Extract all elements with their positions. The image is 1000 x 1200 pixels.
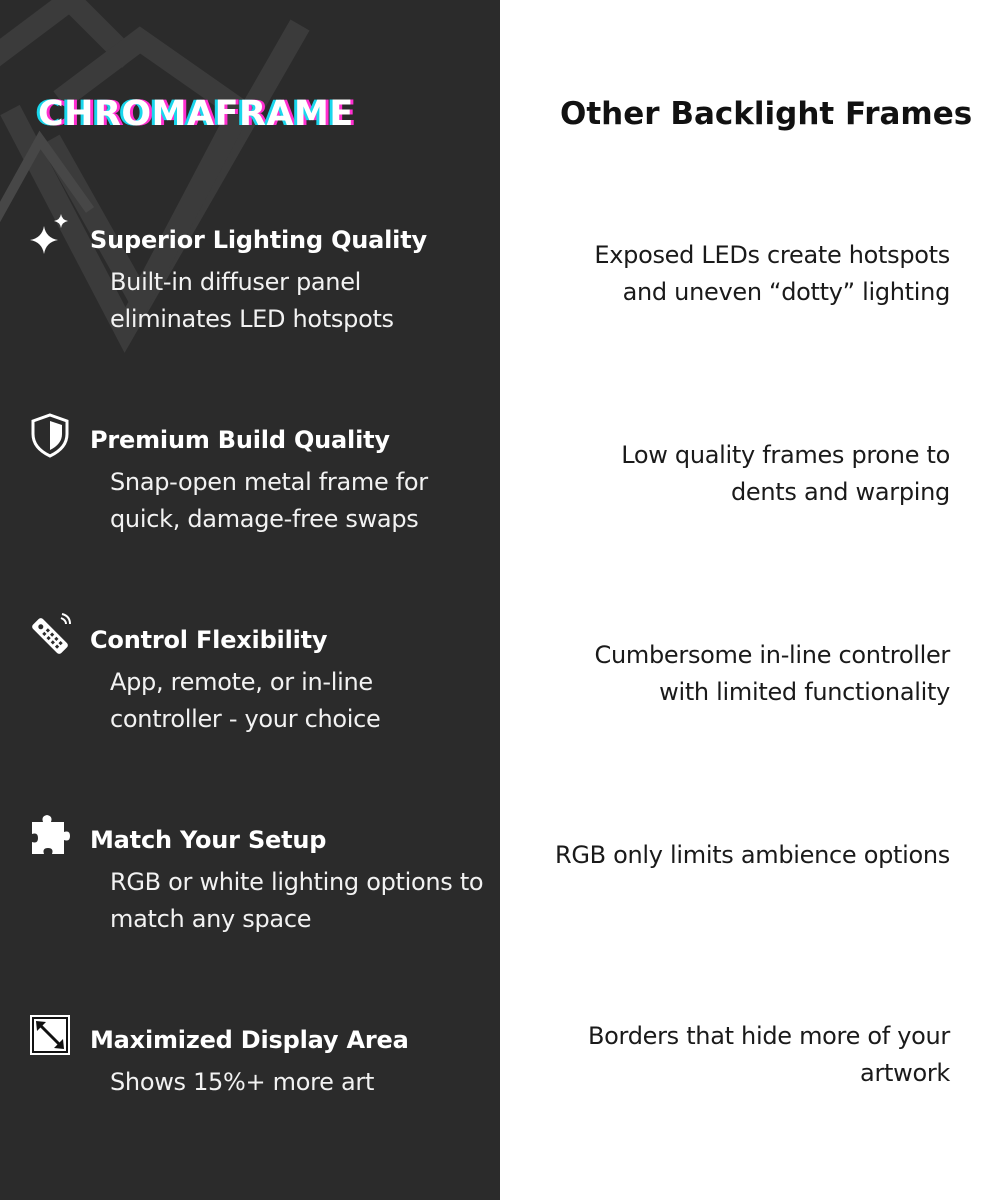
- feature-title: Superior Lighting Quality: [90, 226, 427, 254]
- feature-title: Control Flexibility: [90, 626, 328, 654]
- competitor-point-control: Cumbersome in-line controller with limited functionality: [594, 641, 950, 706]
- feature-title: Premium Build Quality: [90, 426, 390, 454]
- feature-description: App, remote, or in-line controller - your choice: [110, 668, 381, 733]
- feature-title: Maximized Display Area: [90, 1026, 409, 1054]
- competitor-point-borders: Borders that hide more of your artwork: [588, 1022, 950, 1087]
- expand-arrows-icon: [28, 1012, 72, 1058]
- competitor-point-lighting: Exposed LEDs create hotspots and uneven “dotty” lighting: [594, 241, 950, 306]
- shield-icon: [28, 412, 72, 458]
- brand-wordmark: CHROMAFRAME: [38, 94, 354, 134]
- remote-control-icon: [28, 612, 72, 658]
- competitor-point-build: Low quality frames prone to dents and warping: [621, 441, 950, 506]
- feature-description: Shows 15%+ more art: [110, 1068, 375, 1096]
- feature-title: Match Your Setup: [90, 826, 327, 854]
- feature-description: Built-in diffuser panel eliminates LED hotspots: [110, 268, 394, 333]
- feature-description: RGB or white lighting options to match any space: [110, 868, 484, 933]
- competitor-heading: Other Backlight Frames: [560, 96, 973, 132]
- feature-description: Snap-open metal frame for quick, damage-free swaps: [110, 468, 428, 533]
- competitor-point-options: RGB only limits ambience options: [554, 841, 950, 869]
- puzzle-piece-icon: [28, 812, 72, 858]
- sparkle-icon: [28, 212, 72, 258]
